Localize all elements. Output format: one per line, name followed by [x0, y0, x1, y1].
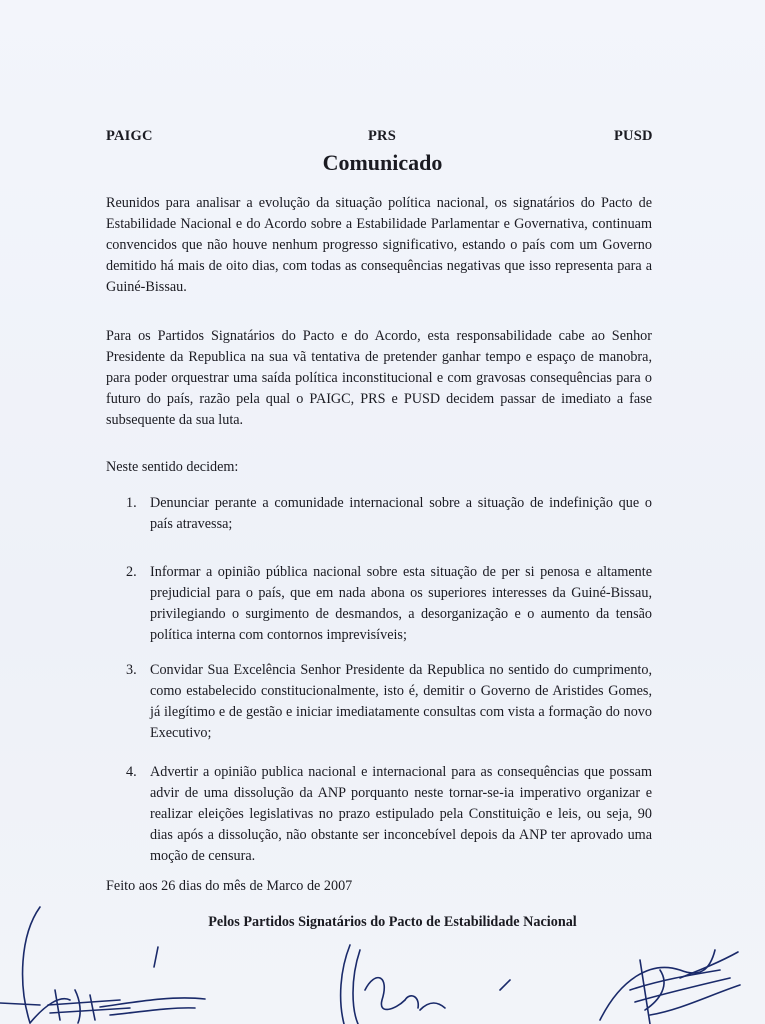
decision-item [126, 562, 652, 646]
date-line: Feito aos 26 dias do mês de Marco de 2007 [106, 878, 353, 894]
decision-text: Informar a opinião pública nacional sobre esta situação de per si penosa e altamente prejudicial para o país, que em nada abona os superiores interesses da Guiné-Bissau, privilegiando o surgimento de desmandos, a desorganização e o aumento da tensão política interna com contornos imprevisíveis; [150, 564, 652, 643]
responsibility-paragraph: Para os Partidos Signatários do Pacto e do Acordo, esta responsabilidade cabe ao Senhor Presidente da Republica na sua vã tentativa de pretender ganhar tempo e espaço de manobra, para poder orquestrar uma saída política inconstitucional e com gravosas consequências para o futuro do país, razão pela qual o PAIGC, PRS e PUSD decidem passar de imediato a fase subsequente da sua luta. [106, 328, 652, 428]
decision-text: Advertir a opinião publica nacional e internacional para as consequências que possam advir de uma dissolução da ANP porquanto neste tornar-se-ia imperativo organizar e realizar eleições legislativas no prazo estipulado pela Constituição e leis, ou seja, 90 dias após a dissolução, não obstante ser inconcebível depois da ANP ter aprovado uma moção de censura. [150, 764, 652, 864]
decision-text: Convidar Sua Excelência Senhor Presidente da Republica no sentido do cumprimento, como estabelecido constitucionalmente, isto é, demitir o Governo de Aristides Gomes, já ilegítimo e de gestão e iniciar imediatamente consultas com vista a formação do novo Executivo; [150, 662, 652, 741]
signers-line: Pelos Partidos Signatários do Pacto de Estabilidade Nacional [208, 914, 577, 930]
party-paigc: PAIGC [106, 128, 153, 144]
signature-3-icon [590, 940, 750, 1024]
decision-item [126, 493, 652, 535]
signature-2-icon [320, 930, 520, 1024]
party-pusd: PUSD [614, 128, 653, 144]
decision-item [126, 762, 652, 867]
party-prs: PRS [368, 128, 396, 144]
intro-paragraph: Reunidos para analisar a evolução da situação política nacional, os signatários do Pacto de Estabilidade Nacional e do Acordo sobre a Estabilidade Parlamentar e Governativa, continuam convencidos que não houve nenhum progresso significativo, estando o país com um Governo demitido há mais de oito dias, com todas as consequências negativas que isso representa para a Guiné-Bissau. [106, 195, 652, 295]
signature-1-icon [0, 895, 220, 1024]
decision-number: 4. [126, 764, 137, 780]
decision-number: 3. [126, 662, 137, 678]
party-header [0, 128, 765, 148]
decision-number: 1. [126, 495, 137, 511]
decision-number: 2. [126, 564, 137, 580]
decision-item [126, 660, 652, 744]
decisions-intro: Neste sentido decidem: [106, 459, 239, 475]
document-title: Comunicado [322, 150, 443, 175]
decision-text: Denunciar perante a comunidade internacional sobre a situação de indefinição que o país atravessa; [150, 495, 652, 532]
